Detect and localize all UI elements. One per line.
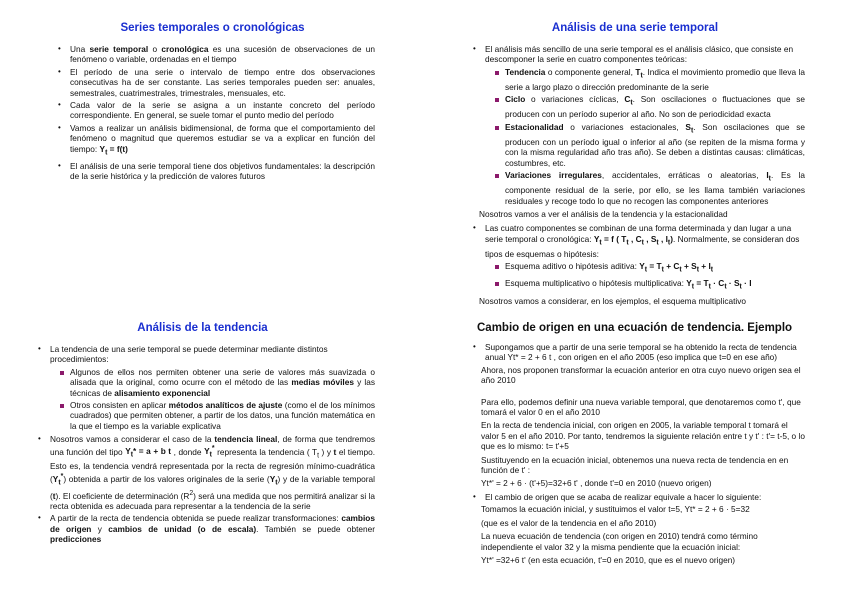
list-item: • El análisis de una serie temporal tiene dos objetivos fundamentales: la descripción de la serie histórica y la predicción de valores futuros xyxy=(50,161,375,182)
paragraph: Ahora, nos proponen transformar la ecuación anterior en otra cuyo nuevo origen sea el año 2010 xyxy=(481,364,801,386)
paragraph: La nueva ecuación de tendencia (con origen en 2010) tendrá como término independiente el valor 32 y la misma pendiente que la ecuación inicial: xyxy=(481,531,758,552)
list-item: Otros consisten en aplicar métodos analíticos de ajuste (como el de los mínimos cuadrados) que permiten obtener, a partir de los datos, una función matemática en la que el tiempo es la variable explicativa xyxy=(54,400,375,431)
list-item: Esquema multiplicativo o hipótesis multiplicativa: $Y_t = T_t \cdot C_t \cdot S_t \cdot I$ xyxy=(489,278,805,293)
list-item: Esquema aditivo o hipótesis aditiva: $Y_t = T_t + C_t + S_t + I_t$ xyxy=(489,261,805,276)
note-text: Nosotros vamos a ver el análisis de la tendencia y la estacionalidad xyxy=(479,208,728,219)
list-item: Algunos de ellos nos permiten obtener una serie de valores más suavizada o alisada que la original, como ocurre con el método de las medias móviles y las técnicas de alisamiento exponencial xyxy=(54,367,375,398)
bullet-list xyxy=(465,492,805,502)
panel-series-temporales xyxy=(50,22,375,184)
list-item: • El cambio de origen que se acaba de realizar equivale a hacer lo siguiente: xyxy=(465,492,805,502)
panel-analisis-serie xyxy=(465,22,805,311)
list-item: • Nosotros vamos a considerar el caso de la tendencia lineal, de forma que tendremos una función del tipo $Y_t* = a + b$ t , donde $Y_t^*$ representa la tendencia ( $T_t$ ) y t el tiempo. Esto es, la tendencia vendrá representada por la recta de regresión mínimo-cuadrática $(Y_t^*)$ obtenida a partir de los valores originales de la serie $(Y_t)$ y de la variable temporal (t). El coeficiente de determinación $(R^2)$ será una medida que nos permitirá analizar si la recta obtenida es adecuada para representar a la tendencia de la serie xyxy=(30,434,375,511)
list-item: • La tendencia de una serie temporal se puede determinar mediante distintos procedimientos: Algunos de ellos nos permiten obtener una serie de valores más suavizada o alisada que la original, como ocurre con el método de las medias móviles y las técnicas de alisamiento exponencial Otros consisten en aplicar métodos analíticos de ajuste (como el de los mínimos cuadrados) que permiten obtener, a partir de los datos, una función matemática en la que el tiempo es la variable explicativa xyxy=(30,344,375,431)
panel-cambio-origen xyxy=(465,322,805,568)
bullet-list xyxy=(465,44,805,206)
list-item: • Vamos a realizar un análisis bidimensional, de forma que el comportamiento del fenómeno o magnitud que queremos estudiar se va a explicar en función del tiempo: $Y_t = f(t)$ xyxy=(50,123,375,159)
bullet-list xyxy=(465,342,805,363)
list-item: • Supongamos que a partir de una serie temporal se ha obtenido la recta de tendencia anual Yt* = 2 + 6 t , con origen en el año 2005 (eso implica que t=0 en ese año) xyxy=(465,342,805,363)
list-item: Tendencia o componente general, $T_t$. Indica el movimiento promedio que lleva la serie a largo plazo o dirección predominante de la serie xyxy=(489,67,805,92)
paragraph: (que es el valor de la tendencia en el año 2010) xyxy=(481,517,657,528)
paragraph: Tomamos la ecuación inicial, y sustituimos el valor t=5, Yt* = 2 + 6 · 5=32 xyxy=(481,504,750,515)
sub-list xyxy=(485,261,805,293)
bullet-list xyxy=(30,344,375,545)
panel-analisis-tendencia xyxy=(30,322,375,547)
list-item: Variaciones irregulares, accidentales, erráticas o aleatorias, $I_t$. Es la componente residual de la serie, por ello, se les llama también variaciones residuales y recoge todo lo que no recogen las componentes anteriores xyxy=(489,170,805,206)
list-item: • Cada valor de la serie se asigna a un instante concreto del período correspondiente. En general, se suele tomar el punto medio del período xyxy=(50,100,375,121)
bullet-list xyxy=(465,223,805,293)
list-item: • El período de una serie o intervalo de tiempo entre dos observaciones consecutivas ha de ser constante. Las series temporales pueden ser: anuales, semestrales, cuatrimestrales, trimestrales, mensuales, etc. xyxy=(50,67,375,98)
list-item: • A partir de la recta de tendencia obtenida se puede realizar transformaciones: cambios de origen y cambios de unidad (o de escala). También se puede obtener predicciones xyxy=(30,513,375,544)
bullet-list xyxy=(50,44,375,182)
paragraph: En la recta de tendencia inicial, con origen en 2005, la variable temporal t tomará el valor 5 en el año 2010. Por tanto, tendremos la siguiente relación entre t y t' : t'= t-5, o lo que es lo mismo: t= t'+5 xyxy=(481,420,805,452)
paragraph: Yt*' =32+6 t' (en esta ecuación, t'=0 en 2010, que es el nuevo origen) xyxy=(481,554,736,565)
panel-title: Series temporales o cronológicas xyxy=(120,22,305,34)
panel-title: Análisis de una serie temporal xyxy=(551,22,719,34)
paragraph: Yt*' = 2 + 6 · (t'+5)=32+6 t' , donde t'=0 en 2010 (nuevo origen) xyxy=(481,478,712,489)
list-item: • Una serie temporal o cronológica es una sucesión de observaciones de un fenómeno o variable, ordenadas en el tiempo xyxy=(50,44,375,65)
paragraph: Sustituyendo en la ecuación inicial, obtenemos una nueva recta de tendencia en en función de t' : xyxy=(481,454,789,476)
sub-list xyxy=(485,67,805,206)
panel-title: Cambio de origen en una ecuación de tendencia. Ejemplo xyxy=(477,322,793,334)
list-item: Estacionalidad o variaciones estacionales, $S_t$. Son oscilaciones que se producen con un período igual o inferior al año (se repiten de la misma forma y con la misma regularidad año tras año). Se deben a distintas causas: climáticas, costumbres, etc. xyxy=(489,122,805,168)
panel-title: Análisis de la tendencia xyxy=(137,322,268,334)
list-item: • El análisis más sencillo de una serie temporal es el análisis clásico, que consiste en descomponer la serie en cuatro componentes teóricas: Tendencia o componente general, $T_t$. Indica el movimiento promedio que lleva la serie a largo plazo o dirección predominante de la serie Ciclo o variaciones cíclicas, $C_t$. Son oscilaciones o fluctuaciones que se producen con un período superior al año. No son de periodicidad exacta Estacionalidad o variaciones estacionales, $S_t$. Son oscilaciones que se producen con un período igual o inferior al año (se repiten de la misma forma y con la misma regularidad año tras año). Se deben a distintas causas: climáticas, costumbres, etc. Variaciones irregulares, accidentales, erráticas o aleatorias, $I_t$. Es la componente residual de la serie, por ello, se les llama también variaciones residuales y recoge todo lo que no recogen las componentes anteriores xyxy=(465,44,805,206)
sub-list xyxy=(50,367,375,431)
list-item: • Las cuatro componentes se combinan de una forma determinada y dan lugar a una serie temporal o cronológica: $Y_t = f$ ( $T_t$ , $C_t$ , $S_t$ , $I_t$). Normalmente, se consideran dos tipos de esquemas o hipótesis: Esquema aditivo o hipótesis aditiva: $Y_t = T_t + C_t + S_t + I_t$ Esquema multiplicativo o hipótesis multiplicativa: $Y_t = T_t \cdot C_t \cdot S_t \cdot I$ xyxy=(465,223,805,293)
list-item: Ciclo o variaciones cíclicas, $C_t$. Son oscilaciones o fluctuaciones que se producen con un período superior al año. No son de periodicidad exacta xyxy=(489,94,805,119)
paragraph: Para ello, podemos definir una nueva variable temporal, que denotaremos como t', que tomará el valor 0 en el año 2010 xyxy=(481,396,801,418)
note-text: Nosotros vamos a considerar, en los ejemplos, el esquema multiplicativo xyxy=(479,296,747,307)
